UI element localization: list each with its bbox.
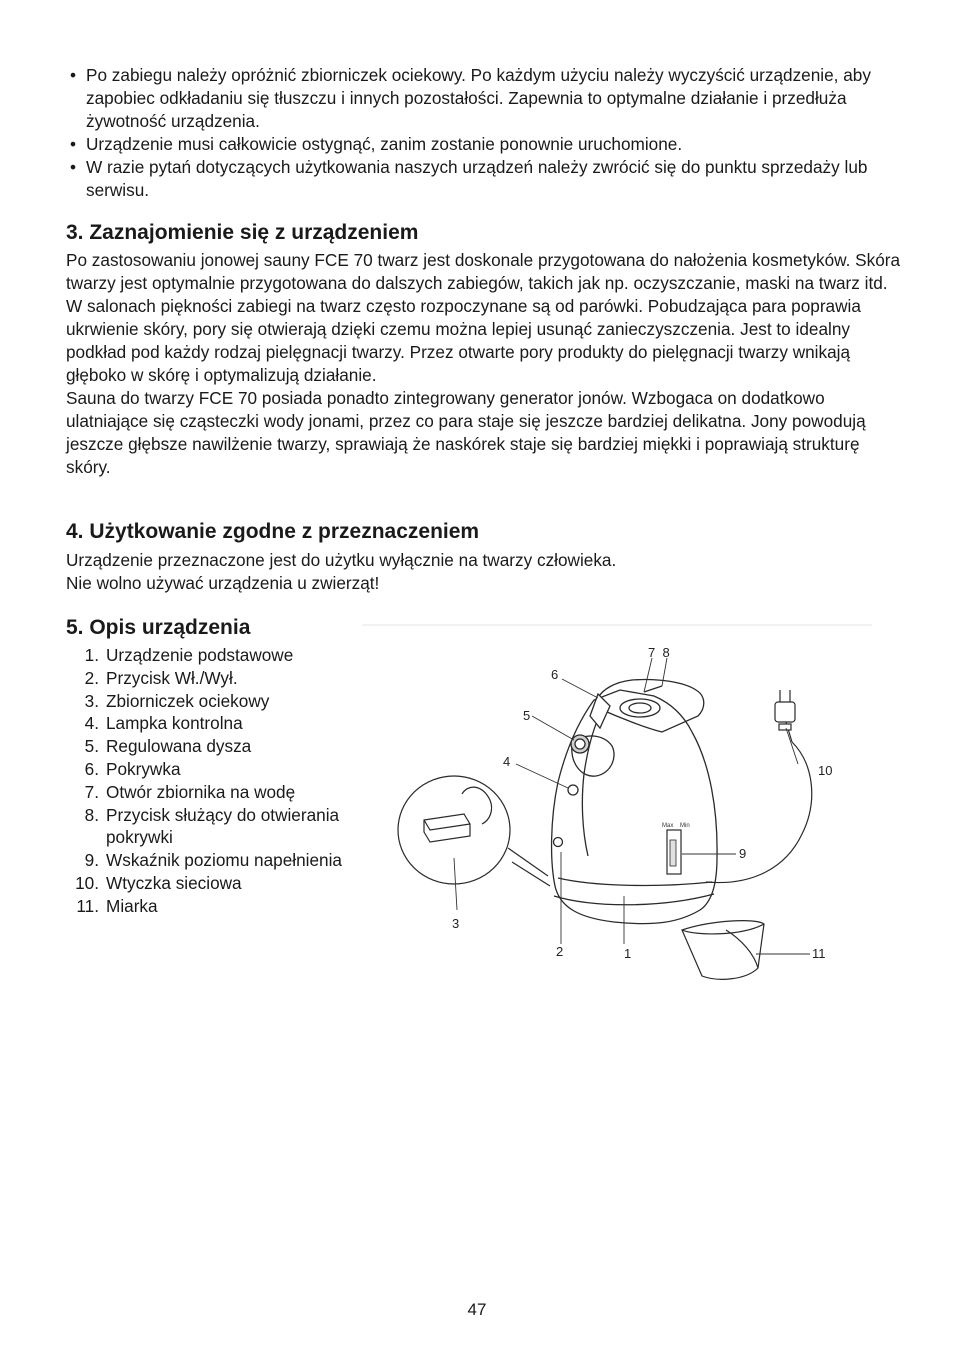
list-item <box>66 690 366 713</box>
list-item <box>66 804 366 850</box>
callout-labels <box>452 645 832 961</box>
water-level-indicator <box>662 823 690 874</box>
device-illustration <box>362 624 872 994</box>
list-item <box>66 735 366 758</box>
control-lamp-icon <box>568 785 578 795</box>
bullet-item: • Urządzenie musi całkowicie ostygnąć, zanim zostanie ponownie uruchomione. <box>68 133 898 156</box>
paragraph: Sauna do twarzy FCE 70 posiada ponadto zintegrowany generator jonów. Wzbogaca on dodatkowo ulatniające się cząsteczki wody jonami, przez co para staje się jeszcze bardziej delikatna. Jony powodują jeszcze głębsze nawilżenie twarzy, sprawiają że naskórek staje się bardziej miękki i poprawiają strukturę skóry. <box>66 388 866 477</box>
part-label: Wskaźnik poziomu napełnienia <box>106 850 342 871</box>
callout-10: 10 <box>818 763 833 778</box>
level-max-label: Max <box>662 823 674 829</box>
part-number: 11. <box>76 895 99 916</box>
part-label: Przycisk Wł./Wył. <box>106 667 238 688</box>
list-item <box>66 895 366 918</box>
section-4-heading: 4. Użytkowanie zgodne z przeznaczeniem <box>66 520 480 543</box>
callout-11: 11 <box>812 946 826 961</box>
section-3-heading: 3. Zaznajomienie się z urządzeniem <box>66 221 419 244</box>
part-number: 3. <box>84 690 99 711</box>
callout-leader-lines <box>454 658 810 954</box>
level-min-label: Min <box>680 823 690 829</box>
callout-7-8: 7 8 <box>648 645 670 660</box>
part-number: 10. <box>75 872 99 893</box>
part-label: Przycisk służący do otwierania pokrywki <box>106 804 340 848</box>
list-item <box>66 644 366 667</box>
control-elements <box>554 785 579 847</box>
part-number: 4. <box>84 713 99 734</box>
part-label: Wtyczka sieciowa <box>106 872 242 893</box>
part-label: Zbiorniczek ociekowy <box>106 690 270 711</box>
list-item <box>66 758 366 781</box>
part-number: 5. <box>84 736 99 757</box>
callout-4: 4 <box>503 754 511 769</box>
list-item <box>66 712 366 735</box>
section-4-body <box>66 549 906 595</box>
part-number: 9. <box>84 850 99 871</box>
part-label: Miarka <box>106 895 158 916</box>
part-number: 6. <box>84 758 99 779</box>
callout-5: 5 <box>523 708 531 723</box>
sauna-body-outline <box>552 690 718 924</box>
part-label: Otwór zbiornika na wodę <box>106 781 296 802</box>
paragraph: Urządzenie przeznaczone jest do użytku wyłącznie na twarzy człowieka. <box>66 550 617 570</box>
part-label: Pokrywka <box>106 758 181 779</box>
callout-9: 9 <box>739 846 747 861</box>
callout-3: 3 <box>452 916 460 931</box>
measuring-cup <box>682 921 764 980</box>
part-number: 2. <box>84 667 99 688</box>
power-button-icon <box>554 838 563 847</box>
paragraph: Nie wolno używać urządzenia u zwierząt! <box>66 573 380 593</box>
part-label: Regulowana dysza <box>106 736 252 757</box>
intro-bullet-list <box>68 64 898 202</box>
part-label: Urządzenie podstawowe <box>106 645 294 665</box>
callout-2: 2 <box>556 944 564 959</box>
callout-1: 1 <box>624 946 632 961</box>
part-number: 8. <box>84 804 99 825</box>
callout-6: 6 <box>551 667 559 682</box>
drip-tray-detail <box>398 776 550 886</box>
list-item <box>66 781 366 804</box>
paragraph: W salonach piękności zabiegi na twarz często rozpoczynane są od parówki. Pobudzająca para poprawia ukrwienie skóry, pory się otwierają dzięki czemu można lepiej usunąć zanieczyszczenia. Jest to idealny podkład pod każdy rodzaj pielęgnacji twarzy. Przez otwarte pory produkty do pielęgnacji twarzy wnikają głęboko w skórę i optymalizują działanie. <box>66 296 861 385</box>
list-item <box>66 667 366 690</box>
section-3-body <box>66 249 906 479</box>
paragraph: Po zastosowaniu jonowej sauny FCE 70 twarz jest doskonale przygotowana do nałożenia kosmetyków. Skóra twarzy jest optymalnie przygotowana do dalszych zabiegów, takich jak np. oczyszczanie, maski na twarz itd. <box>66 250 901 293</box>
part-number: 1. <box>84 645 99 665</box>
list-item <box>66 872 366 895</box>
section-5-heading: 5. Opis urządzenia <box>66 616 251 639</box>
list-item <box>66 849 366 872</box>
part-number: 7. <box>84 781 99 802</box>
device-diagram <box>362 624 872 994</box>
parts-list <box>66 644 366 918</box>
bullet-item: • Po zabiegu należy opróżnić zbiorniczek ociekowy. Po każdym użyciu należy wyczyścić urządzenie, aby zapobiec odkładaniu się tłuszczu i innych pozostałości. Zapewnia to optymalne działanie i przedłuża żywotność urządzenia. <box>68 64 898 133</box>
part-label: Lampka kontrolna <box>106 713 243 734</box>
bullet-item: • W razie pytań dotyczących użytkowania naszych urządzeń należy zwrócić się do punktu sprzedaży lub serwisu. <box>68 156 898 202</box>
page-number: 47 <box>467 1300 487 1319</box>
